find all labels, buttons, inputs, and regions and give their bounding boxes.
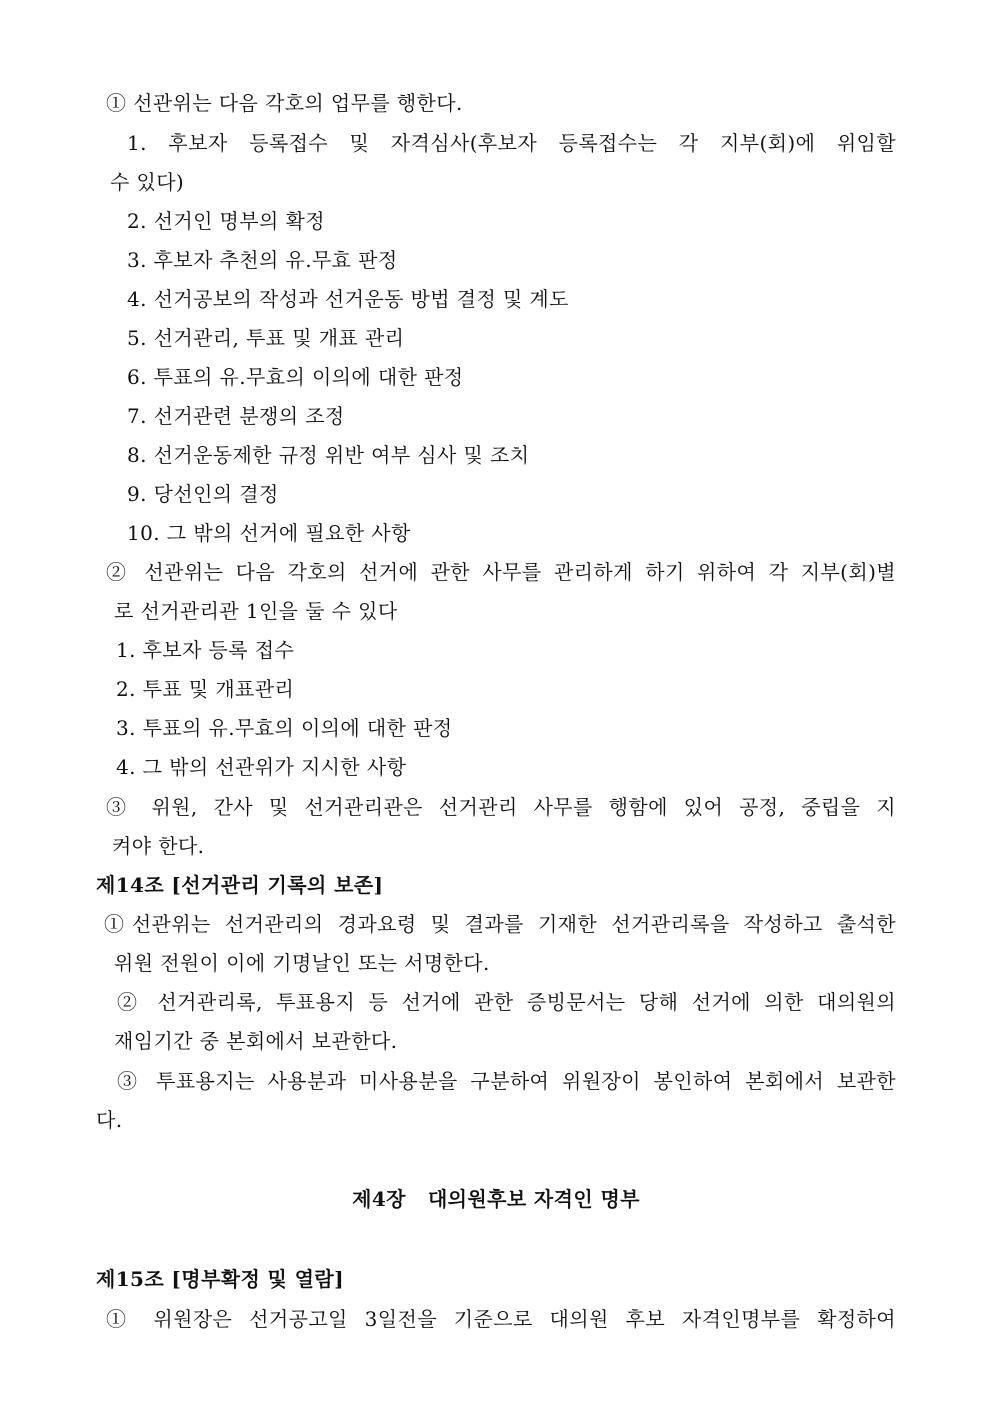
item-13-1-7: 7. 선거관련 분쟁의 조정 (127, 404, 345, 428)
chapter-4-title: 제4장 대의원후보 자격인 명부 (352, 1187, 640, 1211)
item-13-1-6: 6. 투표의 유.무효의 이의에 대한 판정 (127, 365, 464, 389)
item-13-2-3: 3. 투표의 유.무효의 이의에 대한 판정 (116, 716, 453, 740)
item-13-2-2: 2. 투표 및 개표관리 (116, 677, 295, 701)
paragraph-13-3: ③ 위원, 간사 및 선거관리관은 선거관리 사무를 행함에 있어 공정, 중립을 지 (106, 795, 896, 819)
item-13-1-1-cont: 수 있다) (110, 170, 185, 194)
item-13-1-1: 1. 후보자 등록접수 및 자격심사(후보자 등록접수는 각 지부(회)에 위임할 (127, 131, 896, 155)
paragraph-13-3-cont: 켜야 한다. (112, 834, 205, 858)
item-13-1-2: 2. 선거인 명부의 확정 (127, 209, 325, 233)
paragraph-14-2: ② 선거관리록, 투표용지 등 선거에 관한 증빙문서는 당해 선거에 의한 대의원의 (117, 990, 896, 1014)
paragraph-13-2: ② 선관위는 다음 각호의 선거에 관한 사무를 관리하게 하기 위하여 각 지부(회)별 (106, 560, 896, 584)
paragraph-14-3: ③ 투표용지는 사용분과 미사용분을 구분하여 위원장이 봉인하여 본회에서 보관한 (117, 1069, 896, 1093)
paragraph-13-2-cont: 로 선거관리관 1인을 둘 수 있다 (114, 599, 398, 623)
paragraph-14-1: ①선관위는 선거관리의 경과요령 및 결과를 기재한 선거관리록을 작성하고 출석한 (104, 912, 896, 936)
item-13-2-1: 1. 후보자 등록 접수 (116, 638, 295, 662)
item-13-1-5: 5. 선거관리, 투표 및 개표 관리 (127, 326, 405, 350)
paragraph-14-3-cont: 다. (96, 1108, 123, 1132)
article-15-heading: 제15조 [명부확정 및 열람] (96, 1267, 344, 1291)
item-13-1-4: 4. 선거공보의 작성과 선거운동 방법 결정 및 계도 (127, 287, 569, 311)
item-13-2-4: 4. 그 밖의 선관위가 지시한 사항 (116, 755, 407, 779)
item-13-1-10: 10. 그 밖의 선거에 필요한 사항 (127, 521, 411, 545)
paragraph-15-1: ① 위원장은 선거공고일 3일전을 기준으로 대의원 후보 자격인명부를 확정하여 (106, 1307, 896, 1331)
article-14-heading: 제14조 [선거관리 기록의 보존] (96, 873, 384, 897)
item-13-1-8: 8. 선거운동제한 규정 위반 여부 심사 및 조치 (127, 443, 530, 467)
item-13-1-3: 3. 후보자 추천의 유.무효 판정 (127, 248, 398, 272)
paragraph-14-2-cont: 재임기간 중 본회에서 보관한다. (114, 1029, 398, 1053)
paragraph-14-1-cont: 위원 전원이 이에 기명날인 또는 서명한다. (114, 951, 490, 975)
paragraph-13-1: ① 선관위는 다음 각호의 업무를 행한다. (106, 91, 463, 115)
item-13-1-9: 9. 당선인의 결정 (127, 482, 279, 506)
